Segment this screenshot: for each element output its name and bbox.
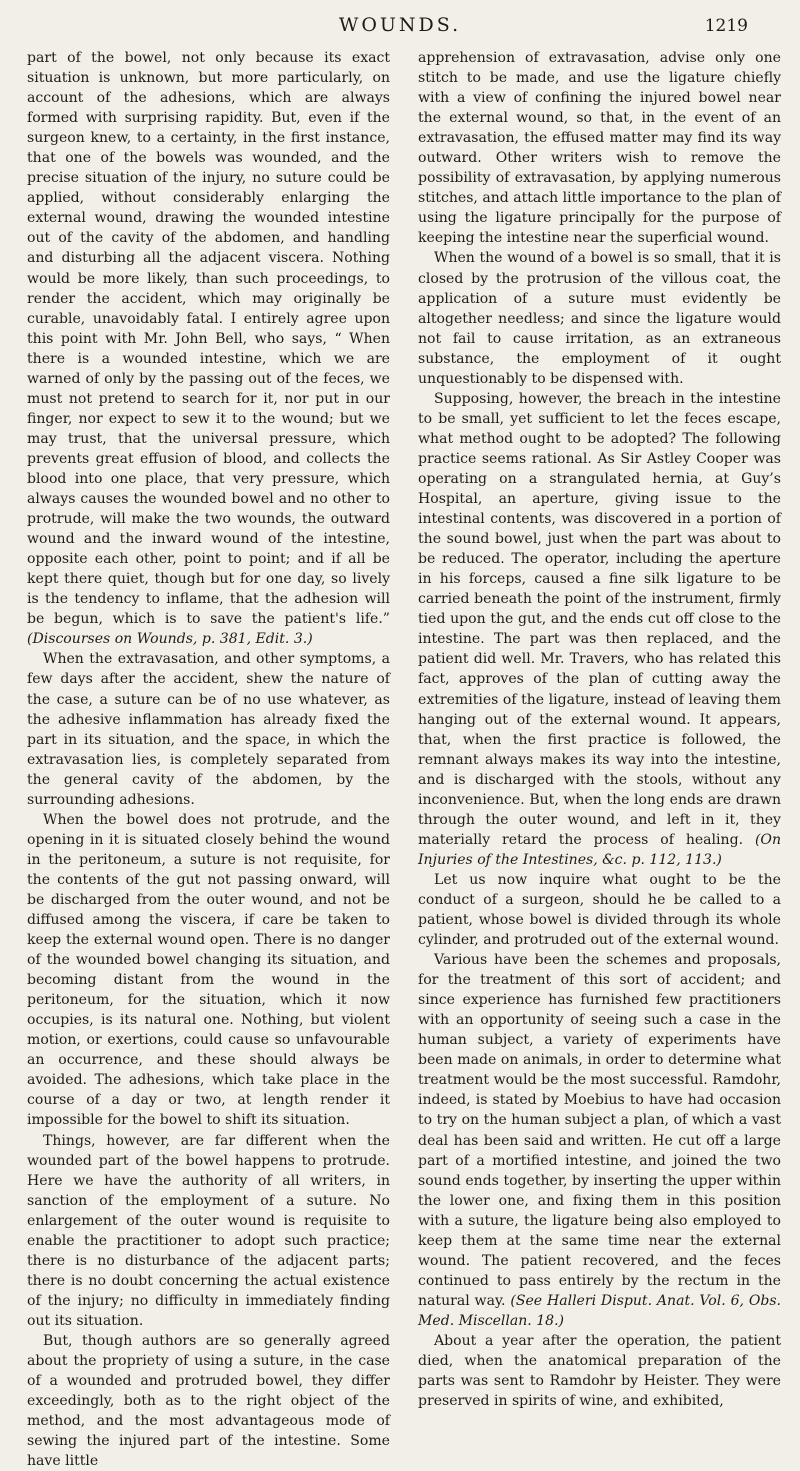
page-number: 1219 (704, 16, 748, 36)
paragraph: But, though authors are so generally agreed about the propriety of using a suture, in the case of a wounded and protruded bowel, they differ exceedingly, both as to the right object of the method, and the most advantageous mode of sewing the injured part of the intestine. Some have little (27, 1333, 390, 1470)
paragraph: Let us now inquire what ought to be the conduct of a surgeon, should he be called to a patient, whose bowel is divided through its whole cylinder, and protruded out of the external wound. (418, 871, 781, 949)
paragraph: apprehension of extravasation, advise only one stitch to be made, and use the ligature chiefly with a view of confining the injured bowel near the external wound, so that, in the event of an extravasation, the effused matter may find its way outward. Other writers wish to remove the possibility of extravasation, by applying numerous stitches, and attach little importance to the plan of using the ligature principally for the purpose of keeping the intestine near the superficial wound. (418, 50, 781, 247)
left-column (27, 48, 390, 1471)
paragraph (418, 389, 781, 870)
paragraph: Things, however, are far different when the wounded part of the bowel happens to protrude. Here we have the authority of all writers, in sanction of the employment of a suture. No enlargement of the outer wound is requisite to enable the practitioner to adopt such practice; there is no disturbance of the adjacent parts; there is no doubt concerning the actual existence of the injury; no difficulty in immediately finding out its situation. (27, 1132, 390, 1329)
paragraph: When the extravasation, and other symptoms, a few days after the accident, shew the nature of the case, a suture can be of no use whatever, as the adhesive inflammation has already fixed the part in its situation, and the space, in which the extravasation lies, is completely separated from the general cavity of the abdomen, by the surrounding adhesions. (27, 651, 390, 808)
paragraph: About a year after the operation, the patient died, when the anatomical preparation of the parts was sent to Ramdohr by Heister. They were preserved in spirits of wine, and exhibited, (418, 1333, 781, 1410)
paragraph-text: Various have been the schemes and proposals, for the treatment of this sort of accident; and since experience has furnished few practitioners with an opportunity of seeing such a case in the human subject, a variety of experiments have been made on animals, in order to determine what treatment would be the most successful. Ramdohr, indeed, is stated by Moebius to have had occasion to try on the human subject a plan, of which a vast deal has been said and written. He cut off a large part of a mortified intestine, and joined the two sound ends together, by inserting the upper within the lower one, and fixing them in this position with a suture, the ligature being also employed to keep them at the same time near the external wound. The patient recovered, and the feces continued to pass entirely by the rectum in the natural way. (418, 952, 781, 1309)
paragraph-text: part of the bowel, not only because its exact situation is unknown, but more particularly, on account of the adhesions, which are always formed with surprising rapidity. But, even if the surgeon knew, to a certainty, in the first instance, that one of the bowels was wounded, and the precise situation of the injury, no suture could be applied, without considerably enlarging the external wound, drawing the wounded intestine out of the cavity of the abdomen, and handling and disturbing all the adjacent viscera. Nothing would be more likely, than such proceedings, to render the accident, which may originally be curable, unavoidably fatal. I entirely agree upon this point with Mr. John Bell, who says, “ When there is a wounded intestine, which we are warned of only by the passing out of the feces, we must not pretend to search for it, nor put in our finger, nor expect to sew it to the wound; but we may trust, that the universal pressure, which prevents great effusion of blood, and collects the blood into one place, that very pressure, which always causes the wounded bowel and no other to protrude, will make the two wounds, the outward wound and the inward wound of the intestine, opposite each other, point to point; and if all be kept there quiet, though but for one day, so lively is the tendency to inflame, that the adhesion will be begun, which is to save the patient's life.” (27, 50, 390, 628)
paragraph: When the bowel does not protrude, and the opening in it is situated closely behind the wound in the peritoneum, a suture is not requisite, for the contents of the gut not passing onward, will be discharged from the outer wound, and not be diffused among the viscera, if care be taken to keep the external wound open. There is no danger of the wounded bowel changing its situation, and becoming distant from the wound in the peritoneum, for the situation, which it now occupies, is its natural one. Nothing, but violent motion, or exertions, could cause so unfavourable an occurrence, and these should always be avoided. The adhesions, which take place in the course of a day or two, at length render it impossible for the bowel to shift its situation. (27, 811, 390, 1129)
paragraph: When the wound of a bowel is so small, that it is closed by the protrusion of the villous coat, the application of a suture must evidently be altogether needless; and since the ligature would not fail to cause irritation, as an extraneous substance, the employment of it ought unquestionably to be dispensed with. (418, 250, 781, 387)
right-column (418, 48, 781, 1411)
citation: (Discourses on Wounds, p. 381, Edit. 3.) (27, 631, 313, 648)
running-header (0, 10, 800, 44)
running-title: WOUNDS. (338, 14, 462, 36)
citation: (On Injuries of the Intestines, &c. p. 112, 113.) (418, 831, 781, 868)
paragraph-text: Supposing, however, the breach in the intestine to be small, yet sufficient to let the feces escape, what method ought to be adopted? The following practice seems rational. As Sir Astley Cooper was operating on a strangulated hernia, at Guy’s Hospital, an aperture, giving issue to the intestinal contents, was discovered in a portion of the sound bowel, just when the part was about to be reduced. The operator, including the aperture in his forceps, caused a fine silk ligature to be carried beneath the point of the instrument, firmly tied upon the gut, and the ends cut off close to the intestine. The part was then replaced, and the patient did well. Mr. Travers, who has related this fact, approves of the plan of cutting away the extremities of the ligature, instead of leaving them hanging out of the external wound. It appears, that, when the first practice is followed, the remnant always makes its way into the intestine, and is discharged with the stools, without any inconvenience. But, when the long ends are drawn through the outer wound, and left in it, they materially retard the process of healing. (418, 390, 781, 848)
paragraph (418, 950, 781, 1331)
citation: (See Halleri Disput. Anat. Vol. 6, Obs. Med. Miscellan. 18.) (418, 1292, 782, 1329)
paragraph (27, 48, 390, 649)
